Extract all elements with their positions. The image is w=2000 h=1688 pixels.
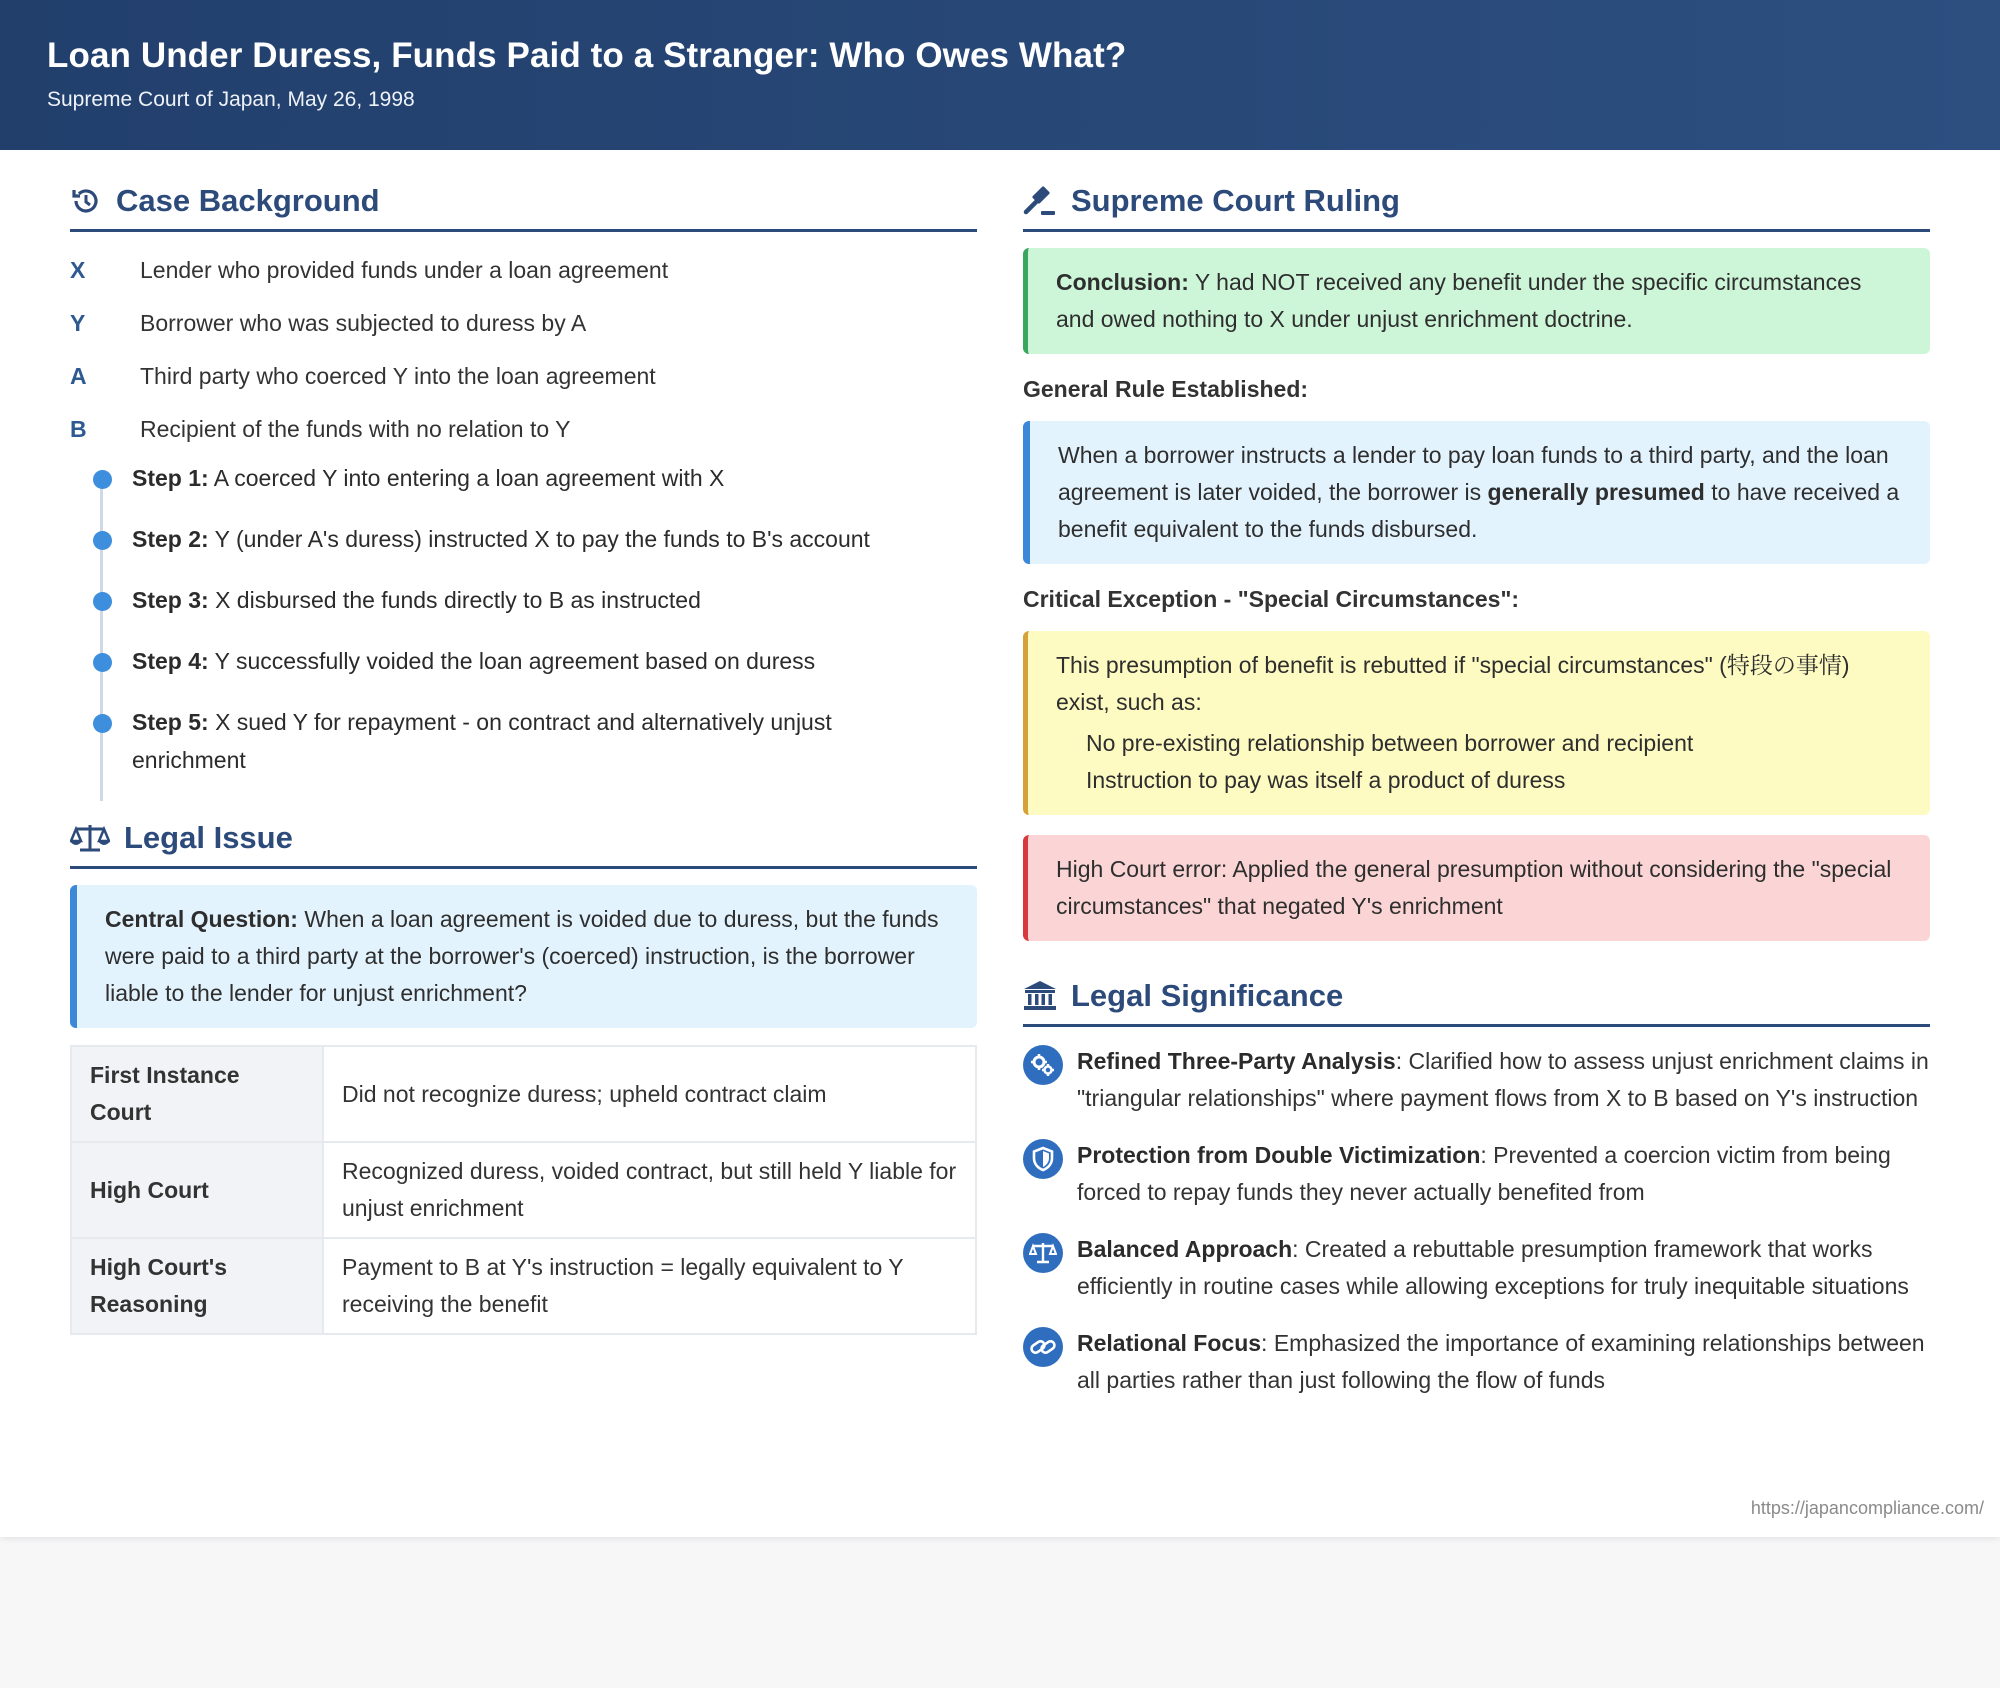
party-key: B [70, 416, 87, 442]
significance-text: : Created a rebuttable presumption framework that works efficiently in routine cases while allowing exceptions for truly inequitable situations [1077, 1236, 1909, 1299]
section-case-background [70, 178, 977, 232]
timeline-dot [93, 714, 112, 733]
party-desc: Borrower who was subjected to duress by A [140, 310, 587, 336]
left-column [70, 178, 977, 1335]
step-text: Y (under A's duress) instructed X to pay the funds to B's account [208, 526, 870, 552]
step-text: X disbursed the funds directly to B as instructed [208, 587, 701, 613]
conclusion-text: Y had NOT received any benefit under the specific circumstances and owed nothing to X under unjust enrichment doctrine. [1056, 269, 1862, 332]
table-row [71, 1142, 976, 1238]
question-label: Central Question: [105, 906, 298, 932]
history-icon [70, 185, 102, 217]
page-subtitle: Supreme Court of Japan, May 26, 1998 [47, 88, 415, 111]
significance-label: Protection from Double Victimization [1077, 1142, 1481, 1168]
table-row [71, 1238, 976, 1334]
step-text: A coerced Y into entering a loan agreement with X [208, 465, 725, 491]
general-rule-text: When a borrower instructs a lender to pay loan funds to a third party, and the loan agreement is later voided, the borrower is [1058, 442, 1889, 505]
gavel-icon [1023, 185, 1057, 217]
list-item: Instruction to pay was itself a product of duress [1086, 767, 1566, 793]
error-text: High Court error: Applied the general presumption without considering the "special circumstances" that negated Y's enrichment [1056, 856, 1892, 919]
court-name: High Court's Reasoning [71, 1238, 323, 1334]
step-label: Step 1: [132, 465, 209, 491]
high-court-error-box [1023, 835, 1930, 941]
significance-label: Relational Focus [1077, 1330, 1262, 1356]
table-row [71, 1046, 976, 1142]
step-label: Step 4: [132, 648, 209, 674]
general-rule-heading: General Rule Established: [1023, 376, 1309, 402]
section-title: Legal Significance [1071, 977, 1344, 1013]
party-row [70, 403, 977, 456]
party-key: Y [70, 310, 86, 336]
step-label: Step 5: [132, 709, 209, 735]
party-desc: Recipient of the funds with no relation to Y [140, 416, 571, 442]
step-text: X sued Y for repayment - on contract and alternatively unjust enrichment [132, 709, 832, 773]
parties-list [70, 244, 977, 456]
steps-timeline [70, 459, 977, 779]
timeline-dot [93, 653, 112, 672]
timeline-dot [93, 531, 112, 550]
exception-list [1086, 725, 1902, 799]
section-title: Legal Issue [124, 819, 293, 855]
page-title: Loan Under Duress, Funds Paid to a Stranger: Who Owes What? [47, 36, 1127, 75]
conclusion-box [1023, 248, 1930, 354]
list-item [1023, 1231, 1930, 1305]
court-desc: Recognized duress, voided contract, but still held Y liable for unjust enrichment [323, 1142, 976, 1238]
list-item [1023, 1137, 1930, 1211]
exception-heading: Critical Exception - "Special Circumstances": [1023, 586, 1520, 612]
significance-text: : Clarified how to assess unjust enrichment claims in "triangular relationships" where payment flows from X to B based on Y's instruction [1077, 1048, 1929, 1111]
section-title: Case Background [116, 182, 380, 218]
list-item: No pre-existing relationship between borrower and recipient [1086, 730, 1694, 756]
shield-icon [1023, 1139, 1063, 1179]
scales-icon [1023, 1233, 1063, 1273]
general-rule-box [1023, 421, 1930, 564]
step-label: Step 2: [132, 526, 209, 552]
timeline-step [132, 459, 977, 497]
party-desc: Lender who provided funds under a loan agreement [140, 257, 669, 283]
section-legal-significance [1023, 973, 1930, 1027]
question-text: When a loan agreement is voided due to duress, but the funds were paid to a third party at the borrower's (coerced) instruction, is the borrower liable to the lender for unjust enrichment? [105, 906, 939, 1006]
exception-text: This presumption of benefit is rebutted if "special circumstances" (特段の事情) exist, such as: [1056, 652, 1850, 715]
general-rule-emphasis: generally presumed [1487, 479, 1705, 505]
court-name: High Court [71, 1142, 323, 1238]
central-question-box [70, 885, 977, 1028]
significance-label: Balanced Approach [1077, 1236, 1293, 1262]
party-row [70, 297, 977, 350]
party-desc: Third party who coerced Y into the loan agreement [140, 363, 656, 389]
right-column [1023, 178, 1930, 1419]
court-name: First Instance Court [71, 1046, 323, 1142]
party-row [70, 350, 977, 403]
significance-list [1023, 1043, 1930, 1399]
party-row [70, 244, 977, 297]
party-key: A [70, 363, 87, 389]
significance-text: : Emphasized the importance of examining relationships between all parties rather than just following the flow of funds [1077, 1330, 1925, 1393]
section-supreme-court-ruling [1023, 178, 1930, 232]
step-text: Y successfully voided the loan agreement based on duress [208, 648, 816, 674]
list-item [1023, 1043, 1930, 1117]
significance-label: Refined Three-Party Analysis [1077, 1048, 1396, 1074]
link-icon [1023, 1327, 1063, 1367]
timeline-step [132, 703, 977, 779]
exception-box [1023, 631, 1930, 815]
conclusion-label: Conclusion: [1056, 269, 1189, 295]
significance-text: : Prevented a coercion victim from being forced to repay funds they never actually benefited from [1077, 1142, 1891, 1205]
section-legal-issue [70, 815, 977, 869]
courts-table [70, 1045, 977, 1335]
list-item [1023, 1325, 1930, 1399]
timeline-dot [93, 592, 112, 611]
timeline-step [132, 520, 977, 558]
header [0, 0, 2000, 150]
source-url: https://japancompliance.com/ [1750, 1498, 1984, 1518]
timeline-dot [93, 470, 112, 489]
scales-icon [70, 822, 110, 854]
timeline-step [132, 642, 977, 680]
step-label: Step 3: [132, 587, 209, 613]
court-desc: Did not recognize duress; upheld contract claim [323, 1046, 976, 1142]
general-rule-text-end: to have received a benefit equivalent to the funds disbursed. [1058, 479, 1900, 542]
court-desc: Payment to B at Y's instruction = legally equivalent to Y receiving the benefit [323, 1238, 976, 1334]
institution-icon [1023, 980, 1057, 1012]
gears-icon [1023, 1045, 1063, 1085]
timeline-line [100, 477, 103, 801]
timeline-step [132, 581, 977, 619]
party-key: X [70, 257, 86, 283]
section-title: Supreme Court Ruling [1071, 182, 1400, 218]
